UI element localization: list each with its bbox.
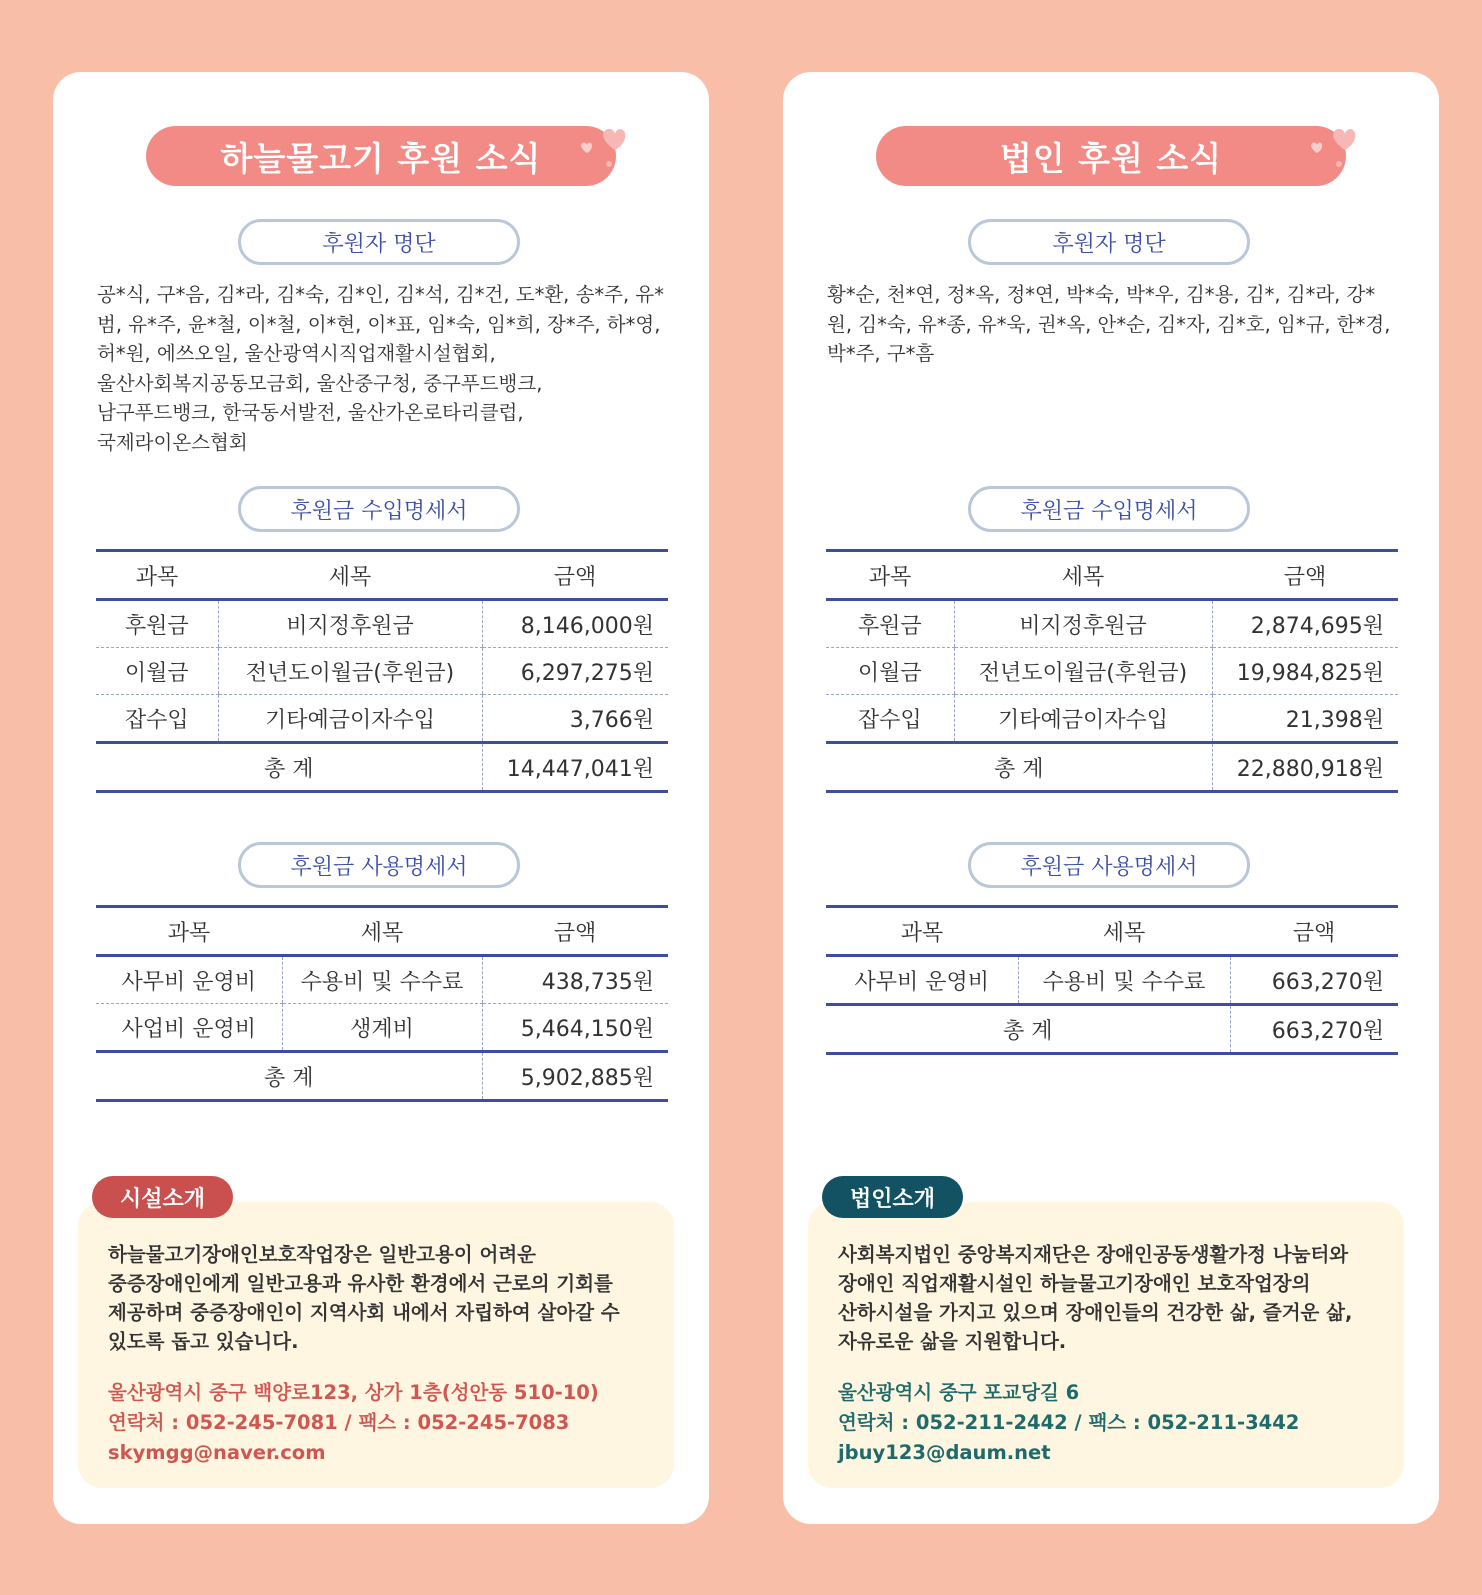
intro-tab: 법인소개	[822, 1176, 963, 1218]
column-header: 금액	[482, 551, 668, 600]
total-label: 총 계	[826, 1005, 1230, 1054]
amount-cell: 2,874,695원	[1212, 600, 1398, 648]
item-cell: 수용비 및 수수료	[282, 956, 482, 1004]
corporation-donation-card	[783, 72, 1439, 1524]
contact-info	[108, 1378, 648, 1468]
usage-table	[96, 905, 668, 1102]
table-header-row	[826, 907, 1398, 956]
donor-list: 황*순, 천*연, 정*옥, 정*연, 박*숙, 박*우, 김*용, 김*, 김*라, 강*원, 김*숙, 유*종, 유*욱, 권*옥, 안*순, 김*자, 김*호, 임*규, 한*경, 박*주, 구*흠	[827, 283, 1391, 365]
item-cell: 전년도이월금(후원금)	[954, 648, 1212, 695]
total-label: 총 계	[826, 743, 1212, 792]
column-header: 금액	[1230, 907, 1398, 956]
hearts-icon	[1303, 116, 1363, 176]
item-cell: 수용비 및 수수료	[1018, 956, 1230, 1005]
total-label: 총 계	[96, 743, 482, 792]
category-cell: 후원금	[826, 600, 954, 648]
column-header: 과목	[826, 551, 954, 600]
intro-text: 사회복지법인 중앙복지재단은 장애인공동생활가정 나눔터와 장애인 직업재활시설인 하늘물고기장애인 보호작업장의 산하시설을 가지고 있으며 장애인들의 건강한 삶, 즐거운 삶, 자유로운 삶을 지원합니다.	[838, 1243, 1353, 1353]
table-row	[96, 1004, 668, 1052]
income-statement-title: 후원금 수입명세서	[238, 486, 520, 532]
total-row	[826, 743, 1398, 792]
amount-cell: 5,464,150원	[482, 1004, 668, 1052]
column-header: 과목	[826, 907, 1018, 956]
column-header: 세목	[218, 551, 482, 600]
income-statement-title: 후원금 수입명세서	[968, 486, 1250, 532]
table-row	[96, 695, 668, 743]
intro-text: 하늘물고기장애인보호작업장은 일반고용이 어려운 중증장애인에게 일반고용과 유사한 환경에서 근로의 기회를 제공하며 중증장애인이 지역사회 내에서 자립하여 살아갈 수 있도록 돕고 있습니다.	[108, 1243, 620, 1353]
column-header: 세목	[1018, 907, 1230, 956]
table-row	[96, 600, 668, 648]
table-row	[826, 648, 1398, 695]
amount-cell: 3,766원	[482, 695, 668, 743]
total-label: 총 계	[96, 1052, 482, 1101]
phone-fax: 연락처 : 052-245-7081 / 팩스 : 052-245-7083	[108, 1411, 570, 1434]
intro-tab: 시설소개	[92, 1176, 233, 1218]
column-header: 세목	[954, 551, 1212, 600]
category-cell: 이월금	[826, 648, 954, 695]
income-table	[96, 549, 668, 793]
amount-cell: 663,270원	[1230, 956, 1398, 1005]
category-cell: 사무비 운영비	[826, 956, 1018, 1005]
amount-cell: 19,984,825원	[1212, 648, 1398, 695]
category-cell: 잡수입	[96, 695, 218, 743]
contact-info	[838, 1378, 1378, 1468]
table-header-row	[96, 907, 668, 956]
table-header-row	[96, 551, 668, 600]
usage-statement-title: 후원금 사용명세서	[968, 842, 1250, 888]
email: jbuy123@daum.net	[838, 1441, 1051, 1464]
total-amount: 22,880,918원	[1212, 743, 1398, 792]
donor-list-title: 후원자 명단	[968, 219, 1250, 265]
category-cell: 후원금	[96, 600, 218, 648]
total-row	[96, 743, 668, 792]
email: skymgg@naver.com	[108, 1441, 326, 1464]
banner-title: 하늘물고기 후원 소식	[146, 126, 616, 186]
table-row	[96, 956, 668, 1004]
address: 울산광역시 중구 백양로123, 상가 1층(성안동 510-10)	[108, 1381, 599, 1404]
total-amount: 663,270원	[1230, 1005, 1398, 1054]
table-header-row	[826, 551, 1398, 600]
item-cell: 기타예금이자수입	[954, 695, 1212, 743]
donor-list-title: 후원자 명단	[238, 219, 520, 265]
amount-cell: 8,146,000원	[482, 600, 668, 648]
corporation-intro-box	[808, 1186, 1404, 1488]
table-row	[826, 600, 1398, 648]
amount-cell: 438,735원	[482, 956, 668, 1004]
column-header: 과목	[96, 907, 282, 956]
total-amount: 5,902,885원	[482, 1052, 668, 1101]
usage-statement-title: 후원금 사용명세서	[238, 842, 520, 888]
category-cell: 사무비 운영비	[96, 956, 282, 1004]
column-header: 금액	[1212, 551, 1398, 600]
hearts-icon	[573, 116, 633, 176]
item-cell: 비지정후원금	[218, 600, 482, 648]
banner-title: 법인 후원 소식	[876, 126, 1346, 186]
column-header: 세목	[282, 907, 482, 956]
category-cell: 사업비 운영비	[96, 1004, 282, 1052]
table-row	[96, 648, 668, 695]
phone-fax: 연락처 : 052-211-2442 / 팩스 : 052-211-3442	[838, 1411, 1300, 1434]
amount-cell: 6,297,275원	[482, 648, 668, 695]
column-header: 금액	[482, 907, 668, 956]
column-header: 과목	[96, 551, 218, 600]
address: 울산광역시 중구 포교당길 6	[838, 1381, 1080, 1404]
item-cell: 비지정후원금	[954, 600, 1212, 648]
amount-cell: 21,398원	[1212, 695, 1398, 743]
total-row	[826, 1005, 1398, 1054]
item-cell: 전년도이월금(후원금)	[218, 648, 482, 695]
item-cell: 기타예금이자수입	[218, 695, 482, 743]
income-table	[826, 549, 1398, 793]
category-cell: 이월금	[96, 648, 218, 695]
category-cell: 잡수입	[826, 695, 954, 743]
table-row	[826, 695, 1398, 743]
total-amount: 14,447,041원	[482, 743, 668, 792]
table-row	[826, 956, 1398, 1005]
facility-donation-card	[53, 72, 709, 1524]
facility-intro-box	[78, 1186, 674, 1488]
donor-list: 공*식, 구*음, 김*라, 김*숙, 김*인, 김*석, 김*건, 도*환, 송*주, 유*범, 유*주, 윤*철, 이*철, 이*현, 이*표, 임*숙, 임*희, 장*주, 하*영, 허*원, 에쓰오일, 울산광역시직업재활시설협회, 울산사회복지공동모금회, 울산중구청, 중구푸드뱅크, 남구푸드뱅크, 한국동서발전, 울산가온로타리클럽, 국제라이온스협회	[97, 283, 664, 454]
total-row	[96, 1052, 668, 1101]
item-cell: 생계비	[282, 1004, 482, 1052]
usage-table	[826, 905, 1398, 1055]
